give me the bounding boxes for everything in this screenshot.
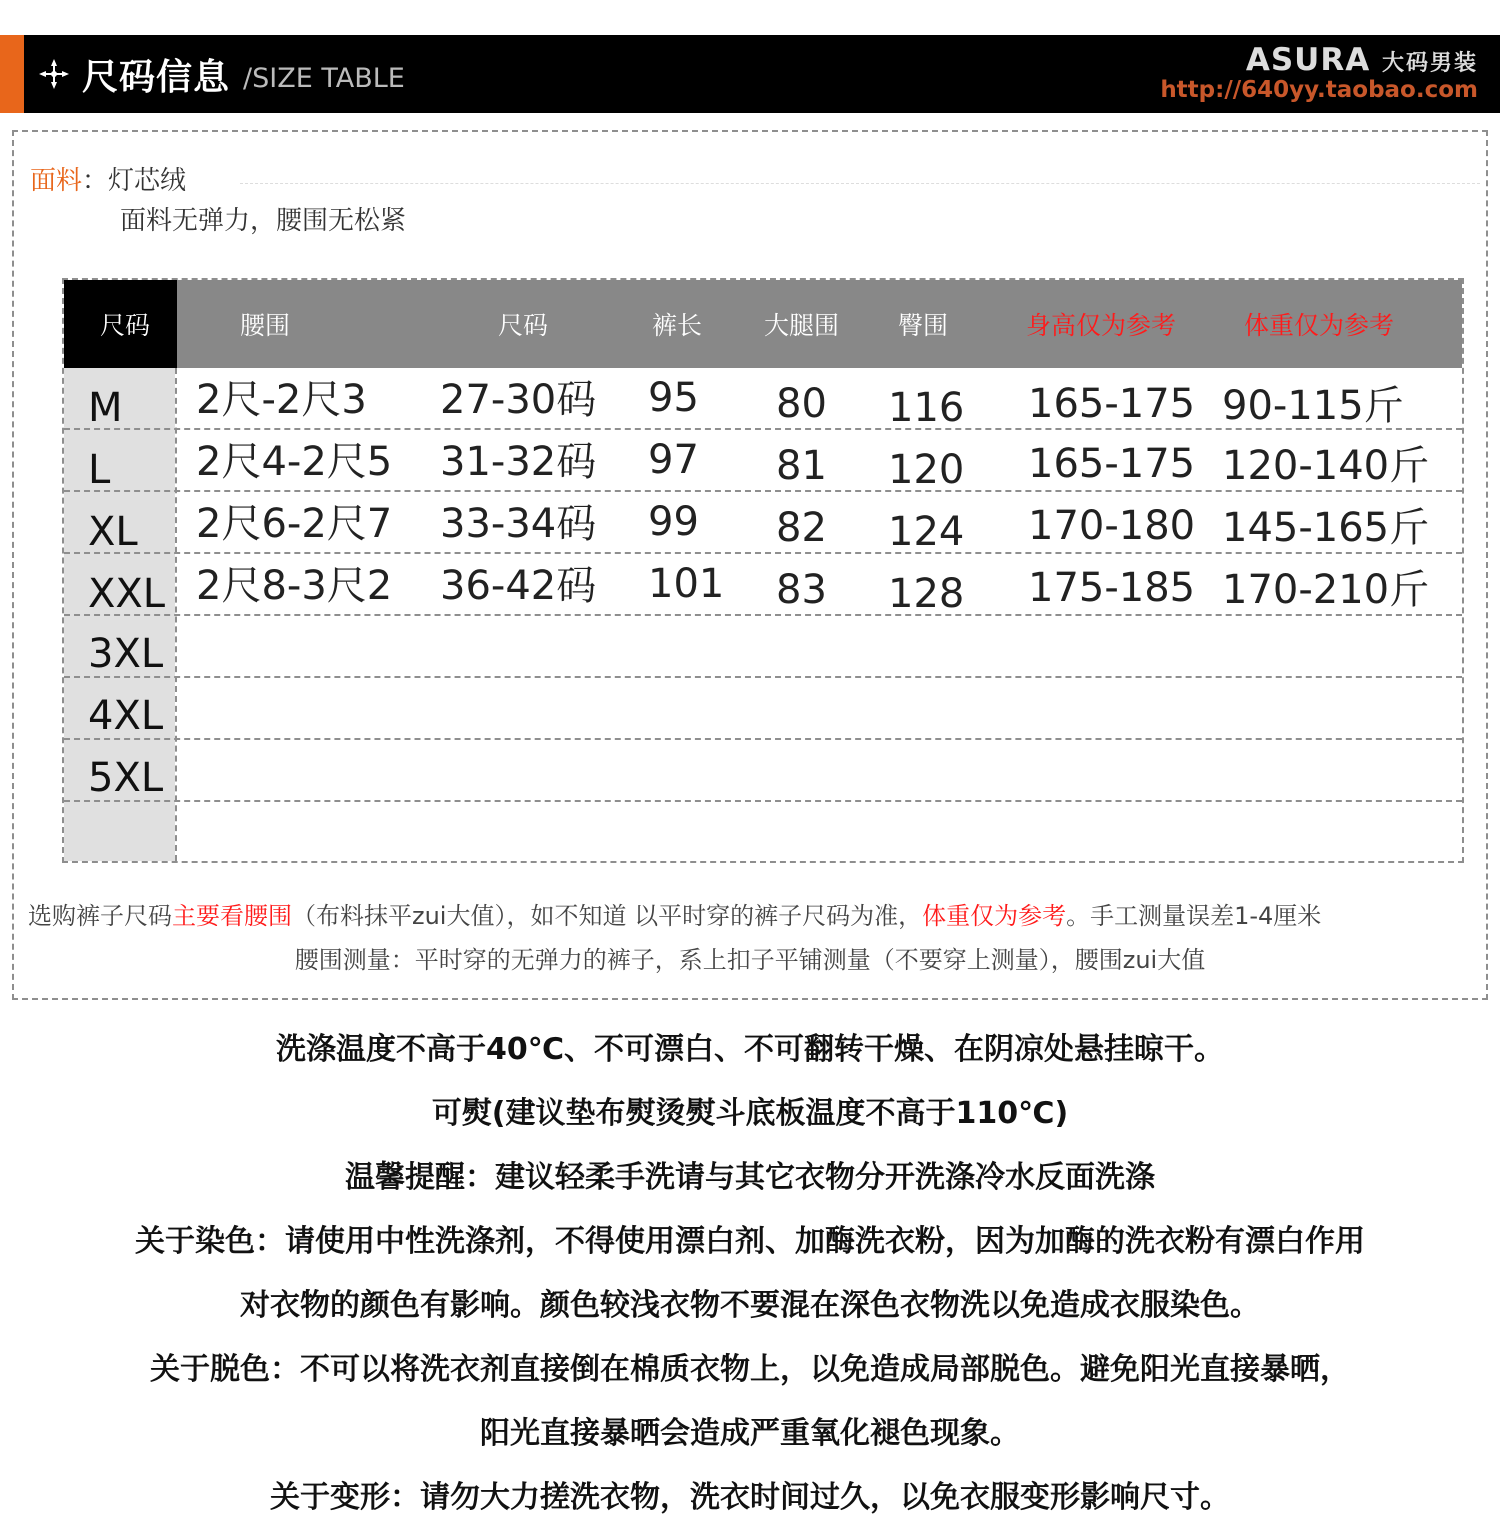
cell-code: 36-42码: [440, 563, 597, 609]
care-line: 可熨(建议垫布熨烫熨斗底板温度不高于110℃): [431, 1096, 1069, 1131]
cell-thigh: 82: [776, 505, 827, 551]
compass-icon: [38, 58, 70, 90]
care-line: 关于脱色：不可以将洗衣剂直接倒在棉质衣物上，以免造成局部脱色。避免阳光直接暴晒，: [150, 1352, 1350, 1387]
care-line: 关于变形：请勿大力搓洗衣物，洗衣时间过久，以免衣服变形影响尺寸。: [270, 1480, 1230, 1515]
cell-size: 5XL: [88, 755, 164, 801]
cell-length: 99: [648, 499, 699, 545]
row-divider: [64, 800, 1462, 802]
accent-bar: [0, 35, 24, 113]
th-thigh: 大腿围: [764, 311, 840, 340]
cell-height: 175-185: [1028, 565, 1196, 611]
care-line: 温馨提醒：建议轻柔手洗请与其它衣物分开洗涤冷水反面洗涤: [345, 1160, 1155, 1195]
page-subtitle: /SIZE TABLE: [243, 63, 405, 94]
brand-logo: [1246, 42, 1478, 78]
th-size: 尺码: [100, 311, 151, 340]
cell-size: L: [88, 447, 111, 493]
cell-hip: 128: [888, 571, 965, 617]
cell-hip: 120: [888, 447, 965, 493]
cell-length: 95: [648, 375, 699, 421]
cell-weight: 170-210斤: [1222, 567, 1430, 613]
cell-thigh: 83: [776, 567, 827, 613]
row-divider: [64, 490, 1462, 492]
cell-thigh: 80: [776, 381, 827, 427]
note-highlight: 体重仅为参考: [922, 902, 1067, 930]
cell-thigh: 81: [776, 443, 827, 489]
cell-waist: 2尺-2尺3: [196, 377, 367, 423]
table-header: [64, 280, 1462, 368]
th-length: 裤长: [652, 311, 703, 340]
cell-code: 31-32码: [440, 439, 597, 485]
fabric-info: [30, 160, 186, 197]
cell-weight: 145-165斤: [1222, 505, 1430, 551]
buying-note: [28, 896, 1321, 931]
row-divider: [64, 676, 1462, 678]
fabric-note: 面料无弹力，腰围无松紧: [120, 206, 407, 236]
cell-size: 3XL: [88, 631, 164, 677]
cell-waist: 2尺6-2尺7: [196, 501, 393, 547]
cell-height: 165-175: [1028, 381, 1196, 427]
note-text: （布料抹平zui大值），如不知道 以平时穿的裤子尺码为准，: [292, 902, 923, 930]
row-divider: [64, 552, 1462, 554]
shop-url[interactable]: http://640yy.taobao.com: [1160, 77, 1478, 103]
care-line: 阳光直接暴晒会造成严重氧化褪色现象。: [480, 1416, 1020, 1451]
cell-height: 165-175: [1028, 441, 1196, 487]
fabric-colon: ：: [82, 166, 109, 196]
row-divider: [64, 614, 1462, 616]
cell-size: XL: [88, 509, 138, 555]
cell-hip: 124: [888, 509, 965, 555]
note-highlight: 主要看腰围: [172, 902, 292, 930]
cell-waist: 2尺8-3尺2: [196, 563, 393, 609]
page-title: 尺码信息: [82, 57, 231, 98]
cell-length: 97: [648, 437, 699, 483]
care-line: 关于染色：请使用中性洗涤剂，不得使用漂白剂、加酶洗衣粉，因为加酶的洗衣粉有漂白作用: [135, 1224, 1365, 1259]
cell-height: 170-180: [1028, 503, 1196, 549]
care-line: 对衣物的颜色有影响。颜色较浅衣物不要混在深色衣物洗以免造成衣服染色。: [240, 1288, 1260, 1323]
fabric-label: 面料: [30, 166, 83, 196]
cell-hip: 116: [888, 385, 965, 431]
divider: [240, 183, 1480, 184]
brand-name: ASURA: [1245, 42, 1371, 78]
cell-size: 4XL: [88, 693, 164, 739]
cell-code: 33-34码: [440, 501, 597, 547]
cell-length: 101: [648, 561, 725, 607]
cell-waist: 2尺4-2尺5: [196, 439, 393, 485]
row-divider: [64, 738, 1462, 740]
cell-weight: 90-115斤: [1222, 383, 1404, 429]
header-bar: [0, 35, 1500, 113]
note-text: 选购裤子尺码: [28, 902, 172, 930]
size-table: [62, 278, 1464, 863]
th-waist: 腰围: [240, 311, 291, 340]
measure-note: 腰围测量：平时穿的无弹力的裤子，系上扣子平铺测量（不要穿上测量），腰围zui大值: [294, 946, 1206, 974]
th-weight: 体重仅为参考: [1244, 311, 1395, 340]
care-line: 洗涤温度不高于40℃、不可漂白、不可翻转干燥、在阴凉处悬挂晾干。: [275, 1032, 1225, 1067]
fabric-value: 灯芯绒: [108, 166, 187, 196]
note-text: 。手工测量误差1-4厘米: [1066, 902, 1322, 930]
cell-weight: 120-140斤: [1222, 443, 1430, 489]
th-hip: 臀围: [898, 311, 949, 340]
th-height: 身高仅为参考: [1026, 311, 1177, 340]
brand-tagline: 大码男装: [1381, 50, 1478, 76]
cell-size: XXL: [88, 571, 166, 617]
th-code: 尺码: [498, 311, 549, 340]
cell-size: M: [88, 385, 123, 431]
cell-code: 27-30码: [440, 377, 597, 423]
